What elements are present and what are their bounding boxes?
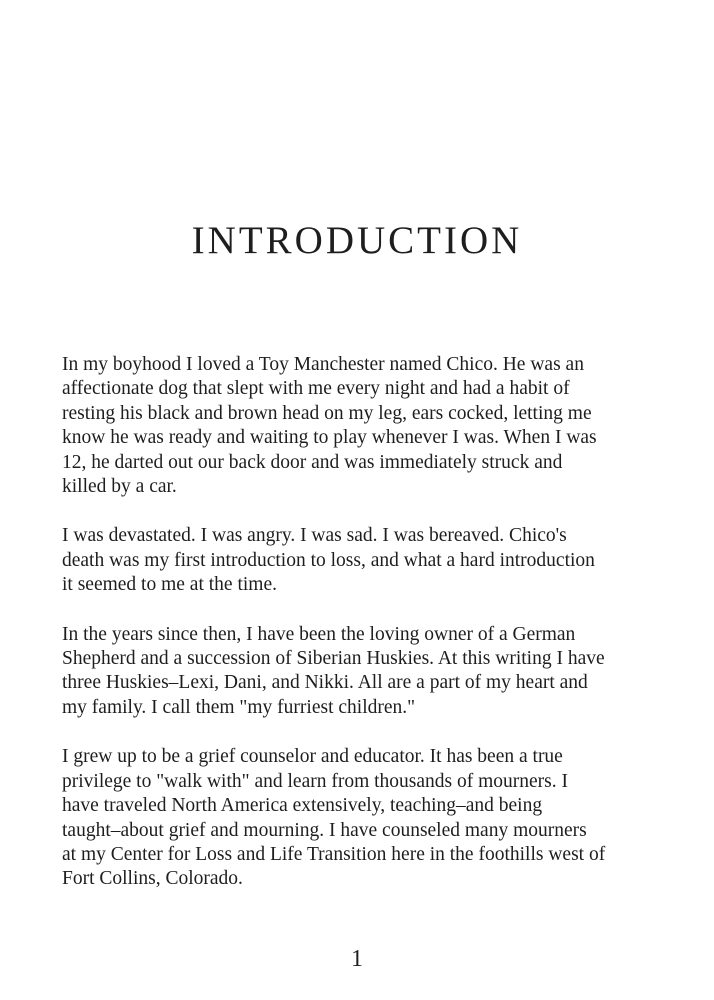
text-line: Fort Collins, Colorado.	[62, 868, 243, 890]
text-line: death was my first introduction to loss, and what a hard introduction	[62, 549, 595, 571]
paragraph	[62, 353, 652, 499]
paragraph	[62, 745, 652, 891]
text-line: have traveled North America extensively, teaching–and being	[62, 795, 543, 817]
page-footer	[0, 944, 714, 974]
text-line: 12, he darted out our back door and was immediately struck and	[62, 451, 563, 473]
text-line: I was devastated. I was angry. I was sad. I was bereaved. Chico's	[62, 525, 567, 547]
body-text	[62, 353, 652, 892]
text-line: resting his black and brown head on my leg, ears cocked, letting me	[62, 402, 592, 424]
text-line: at my Center for Loss and Life Transition here in the foothills west of	[62, 843, 606, 865]
text-line: affectionate dog that slept with me every night and had a habit of	[62, 378, 570, 400]
text-line: my family. I call them "my furriest children."	[62, 696, 416, 718]
text-line: taught–about grief and mourning. I have counseled many mourners	[62, 819, 587, 841]
text-line: In the years since then, I have been the loving owner of a German	[62, 623, 576, 645]
text-line: Shepherd and a succession of Siberian Huskies. At this writing I have	[62, 648, 605, 670]
text-line: killed by a car.	[62, 476, 177, 498]
text-line: privilege to "walk with" and learn from thousands of mourners. I	[62, 770, 569, 792]
text-line: In my boyhood I loved a Toy Manchester named Chico. He was an	[62, 354, 584, 375]
text-line: it seemed to me at the time.	[62, 574, 277, 596]
paragraph	[62, 524, 652, 597]
text-line: I grew up to be a grief counselor and educator. It has been a true	[62, 746, 563, 768]
text-line: three Huskies–Lexi, Dani, and Nikki. All are a part of my heart and	[62, 672, 588, 694]
chapter-title: INTRODUCTION	[191, 219, 523, 262]
text-line: know he was ready and waiting to play whenever I was. When I was	[62, 427, 597, 449]
page-number: 1	[351, 946, 363, 972]
paragraph	[62, 623, 652, 721]
